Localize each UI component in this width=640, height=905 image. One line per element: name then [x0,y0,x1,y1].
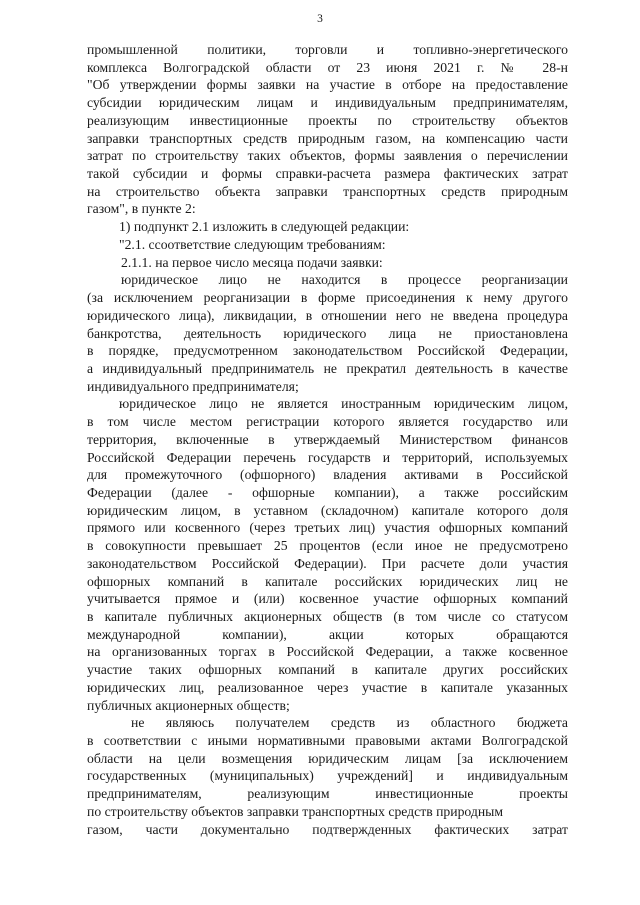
text-line: территория, включенные в утверждаемый Министерством финансов [87,431,568,447]
document-body [87,41,568,838]
text-line: газом, части документально подтвержденных фактических затрат [87,821,568,837]
text-line: (за исключением реорганизации в форме присоединения к нему другого [87,290,568,306]
text-line: в соответствии с иными нормативными правовыми актами Волгоградской [87,733,568,749]
text-line: в капитале публичных акционерных обществ (в том числе со статусом [87,609,568,624]
text-line: офшорных компаний в капитале российских юридических лиц не [87,573,568,589]
text-line: юридическое лицо не является иностранным юридическим лицом, [119,396,568,412]
text-line: предпринимателям, реализующим инвестиционные проекты [87,786,568,802]
text-line: "Об утверждении формы заявки на участие в отборе на предоставление [87,77,568,93]
text-line: юридического лица), ликвидации, в отношении него не введена процедура [87,307,568,323]
text-line: такой субсидии и формы справки-расчета размера фактических затрат [87,166,568,182]
text-line: учитывается прямое и (или) косвенное участие офшорных компаний [87,591,568,607]
text-line: а индивидуальный предприниматель не прекратил деятельность в качестве [87,360,568,376]
text-line: 2.1.1. на первое число месяца подачи заявки: [121,254,383,270]
text-line: в том числе местом регистрации которого является государство или [87,414,568,430]
text-line: области на цели возмещения юридическим лицам [за исключением [87,750,568,766]
text-line: на строительство объекта заправки транспортных средств природным [87,183,568,199]
text-line: не являюсь получателем средств из областного бюджета [131,715,568,731]
text-line: государственных (муниципальных) учреждений] и индивидуальным [87,768,568,784]
text-line: заправки транспортных средств природным газом, на компенсацию части [87,130,568,146]
text-line: промышленной политики, торговли и топливно-энергетического [87,42,568,57]
text-line: международной компании), акции которых обращаются [87,626,568,642]
text-line: комплекса Волгоградской области от 23 июня 2021 г. № 28-н [87,59,568,75]
text-line: юридическим лицом, в уставном (складочном) капитале которого доля [87,502,568,518]
text-line: в совокупности превышает 25 процентов (если иное не предусмотрено [87,538,568,554]
text-line: Российской Федерации перечень государств и территорий, используемых [87,449,568,465]
text-line: на организованных торгах в Российской Федерации, а также косвенное [87,644,568,660]
text-line: газом", в пункте 2: [87,201,196,217]
text-line: субсидии юридическим лицам и индивидуальным предпринимателям, [87,95,568,111]
text-line: юридическое лицо не находится в процессе реорганизации [121,272,568,288]
text-line: в порядке, предусмотренном законодательством Российской Федерации, [87,343,568,359]
text-line: для промежуточного (офшорного) владения активами в Российской [87,467,568,483]
text-line: законодательством Российской Федерации). При расчете доли участия [87,555,568,571]
text-line: индивидуального предпринимателя; [87,378,299,394]
text-line: реализующим инвестиционные проекты по строительству объектов [87,112,568,128]
text-line: "2.1. ссоответствие следующим требованиям: [119,236,386,252]
text-line: участие таких офшорных компаний в капитале других российских [87,662,568,678]
text-line: прямого или косвенного (через третьих лиц) участия офшорных компаний [87,520,568,536]
text-line: банкротства, деятельность юридического лица не приостановлена [87,325,568,341]
text-line: публичных акционерных обществ; [87,697,290,713]
text-line: затрат по строительству таких объектов, формы заявления о перечислении [87,148,568,164]
text-line: Федерации (далее - офшорные компании), а также российским [87,484,568,500]
text-line: 1) подпункт 2.1 изложить в следующей редакции: [119,219,410,235]
page-number: 3 [317,13,323,25]
text-line: юридических лиц, реализованное через участие в капитале указанных [87,679,568,695]
text-line: по строительству объектов заправки транспортных средств природным [87,803,504,819]
